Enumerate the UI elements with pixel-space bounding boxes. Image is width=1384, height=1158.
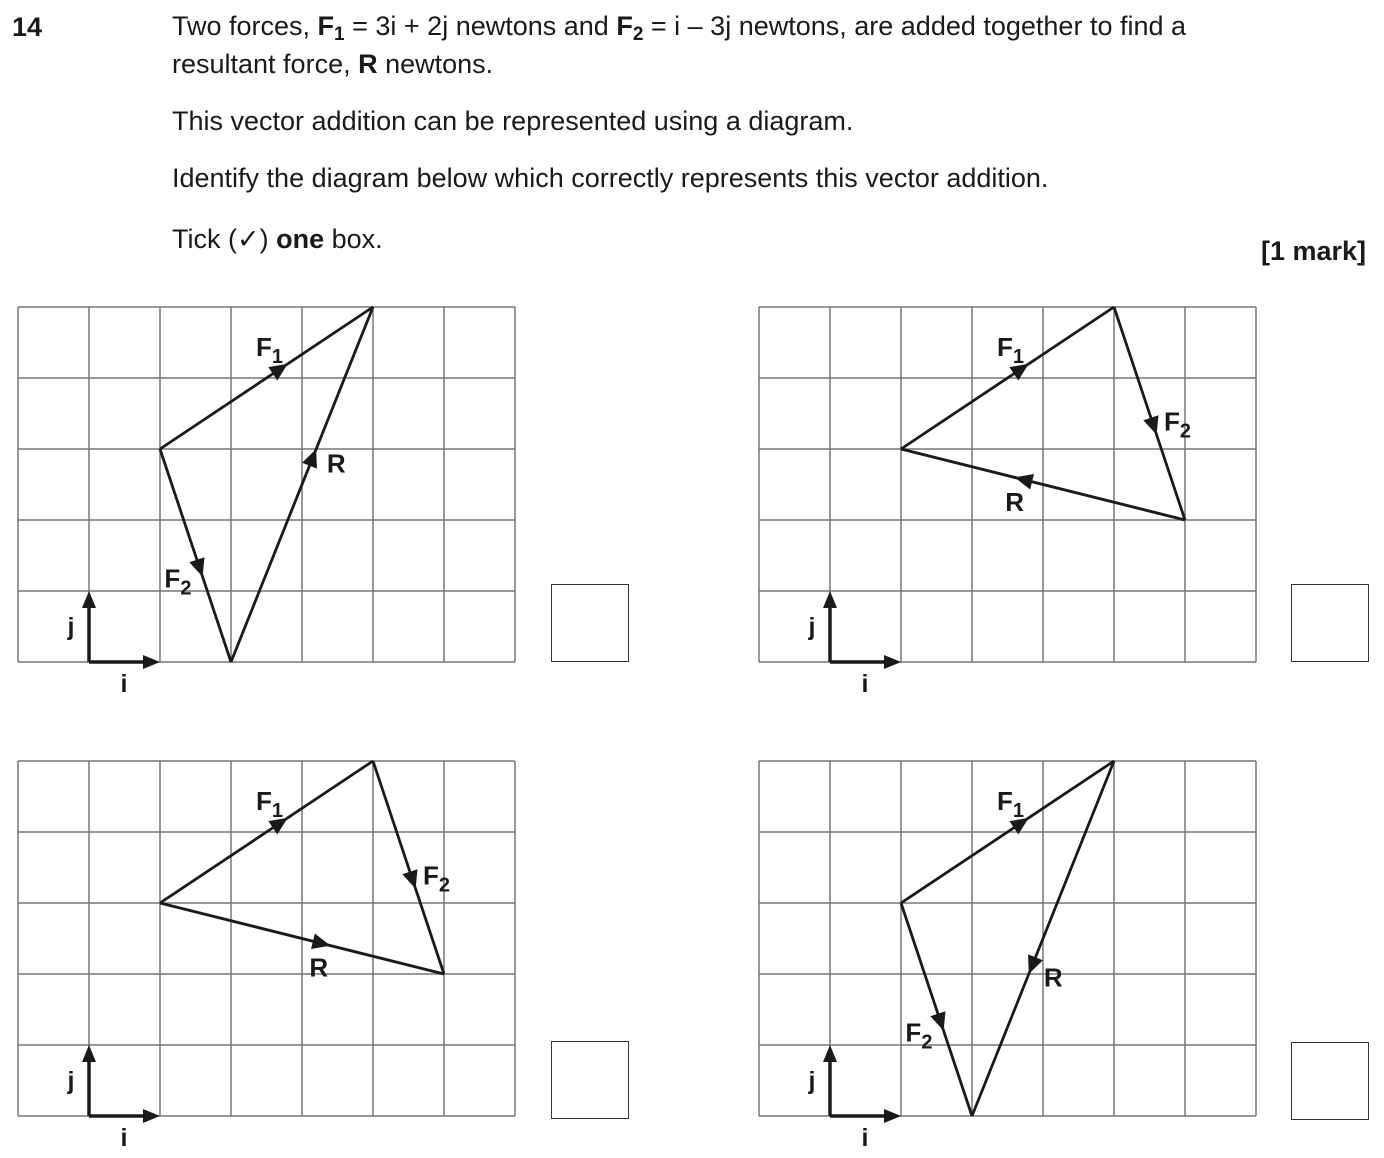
vector-f2 (160, 449, 231, 662)
unit-axes (67, 591, 160, 698)
label-r: R (309, 952, 329, 983)
vector-f2 (1114, 307, 1191, 520)
tick-box-bottom-right[interactable] (1291, 1042, 1369, 1120)
mark-allocation: [1 mark] (1260, 236, 1366, 266)
tick-box-bottom-left[interactable] (551, 1041, 629, 1119)
i-axis-arrowhead (143, 1109, 160, 1123)
vector-diagram-bottom-left (0, 744, 560, 1154)
question-stem-line2: resultant force, R newtons. (172, 49, 494, 79)
unit-axes (808, 591, 901, 698)
i-axis-label: i (861, 1124, 869, 1152)
question-context: This vector addition can be represented using a diagram. (172, 106, 854, 136)
tick-box-top-left[interactable] (551, 584, 629, 662)
j-axis-label: j (808, 1067, 816, 1095)
vector-diagram-bottom-right (740, 744, 1300, 1154)
i-axis-label: i (120, 670, 128, 698)
i-axis-label: i (120, 1124, 128, 1152)
force-1-symbol: $F_1$ (317, 11, 345, 45)
j-axis-arrowhead (823, 591, 837, 608)
question-stem-line1: Two forces, $F_1 = 3i + 2j$ newtons and $F_2 = i - 3j$ newtons, are added together to find a (172, 11, 1187, 45)
vector-f2-arrowhead (930, 1011, 945, 1031)
unit-axes (808, 1045, 901, 1152)
tick-instruction: Tick (✓) one box. (172, 224, 383, 254)
tick-box-top-right[interactable] (1291, 584, 1369, 662)
vector-diagram-top-left (0, 290, 560, 700)
j-axis-arrowhead (823, 1045, 837, 1062)
i-axis-arrowhead (884, 655, 901, 669)
label-r: R (1043, 962, 1063, 993)
i-axis-arrowhead (143, 655, 160, 669)
question-instruction: Identify the diagram below which correctly represents this vector addition. (172, 163, 1049, 193)
label-r: R (1005, 487, 1024, 518)
question-number: 14 (12, 12, 43, 42)
j-axis-label: j (67, 613, 75, 641)
i-axis-arrowhead (884, 1109, 901, 1123)
j-axis-label: j (808, 613, 816, 641)
unit-axes (67, 1045, 160, 1152)
i-axis-label: i (861, 670, 869, 698)
label-f1: $F_1$ (996, 332, 1025, 369)
vector-f2-line (160, 449, 231, 662)
vector-f2-arrowhead (189, 557, 204, 577)
vector-diagram-top-right (740, 290, 1300, 700)
vector-r-arrowhead (311, 933, 330, 949)
label-f2: $F_2$ (164, 563, 192, 600)
j-axis-arrowhead (82, 1045, 96, 1062)
tick-symbol: ✓ (236, 224, 260, 254)
j-axis-arrowhead (82, 591, 96, 608)
label-r: R (326, 448, 346, 479)
vector-f2 (373, 761, 450, 974)
label-f2: $F_2$ (422, 860, 450, 897)
j-axis-label: j (67, 1067, 75, 1095)
vector-f2 (901, 903, 972, 1116)
vector-f2-line (901, 903, 972, 1116)
vector-f2-arrowhead (1143, 415, 1158, 435)
vector-f2-arrowhead (402, 869, 417, 889)
label-f2: $F_2$ (1163, 406, 1191, 443)
label-f1: $F_1$ (996, 786, 1025, 823)
resultant-symbol: R (358, 49, 378, 79)
label-f1: $F_1$ (255, 786, 284, 823)
label-f2: $F_2$ (905, 1017, 933, 1054)
force-2-symbol: $F_2$ (616, 11, 644, 45)
label-f1: $F_1$ (255, 332, 284, 369)
